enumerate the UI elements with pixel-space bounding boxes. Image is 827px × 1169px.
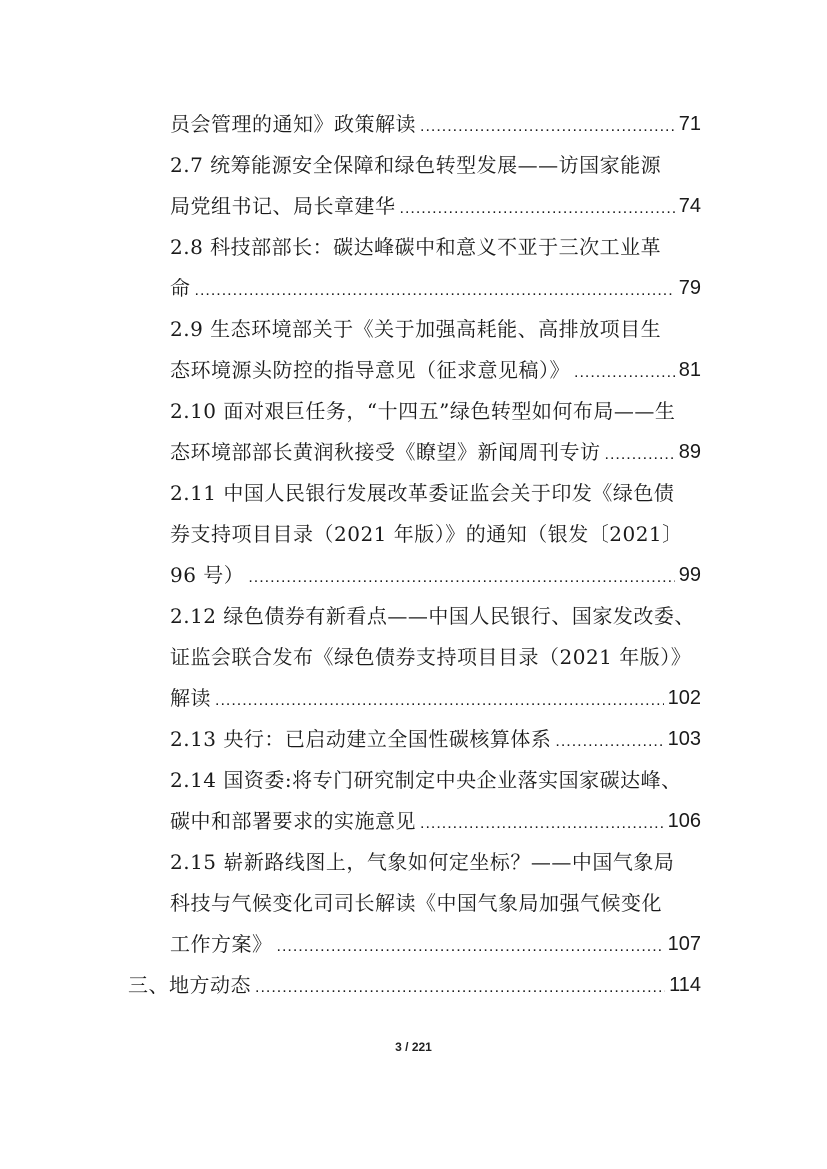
toc-page-number: 106 [667, 810, 701, 832]
toc-entry-text: 局党组书记、局长章建华 [170, 194, 396, 218]
toc-page-number: 103 [667, 728, 701, 750]
toc-entry-text: 2.10 面对艰巨任务，“十四五”绿色转型如何布局——生 [170, 399, 676, 423]
toc-leader-dots [277, 936, 664, 958]
toc-leader-dots [248, 567, 674, 589]
toc-entry-text: 2.13 央行：已启动建立全国性碳核算体系 [170, 727, 552, 751]
toc-line[interactable] [170, 671, 701, 712]
toc-entry-text: 2.11 中国人民银行发展改革委证监会关于印发《绿色债 [170, 481, 675, 505]
toc-entry-text: 券支持项目目录（2021 年版）》的通知（银发〔2021〕 [170, 522, 683, 546]
toc-page-number: 102 [667, 687, 701, 709]
toc-entry-text: 2.8 科技部部长：碳达峰碳中和意义不亚于三次工业革 [170, 235, 662, 259]
toc-leader-dots [420, 813, 664, 835]
toc-page-number: 79 [678, 277, 701, 299]
toc-page-number: 99 [678, 564, 701, 586]
toc-entry-text: 证监会联合发布《绿色债券支持项目目录（2021 年版）》 [170, 645, 692, 669]
toc-line[interactable] [170, 712, 701, 753]
toc-line[interactable] [170, 548, 701, 589]
toc-line[interactable] [170, 917, 701, 958]
toc-entry-text: 员会管理的通知》政策解读 [170, 112, 416, 136]
toc-page-number: 81 [678, 359, 701, 381]
toc-line[interactable] [170, 261, 701, 302]
toc-line[interactable] [170, 138, 701, 179]
toc-leader-dots [215, 690, 664, 712]
toc-entry-text: 2.7 统筹能源安全保障和绿色转型发展——访国家能源 [170, 153, 662, 177]
toc-leader-dots [255, 977, 665, 999]
page-footer: 3 / 221 [395, 1040, 432, 1054]
toc-line[interactable] [170, 466, 701, 507]
toc-leader-dots [574, 362, 675, 384]
toc-page-number: 71 [678, 113, 701, 135]
toc-line[interactable] [170, 876, 701, 917]
toc-line[interactable] [170, 835, 701, 876]
toc-page-number: 107 [667, 933, 701, 955]
toc-entry-text: 2.12 绿色债券有新看点——中国人民银行、国家发改委、 [170, 604, 695, 628]
toc-leader-dots [555, 731, 663, 753]
toc-line[interactable] [170, 425, 701, 466]
toc-line[interactable] [170, 97, 701, 138]
toc-entry-text: 命 [170, 276, 191, 300]
toc-line[interactable] [170, 179, 701, 220]
toc-page-number: 74 [678, 195, 701, 217]
toc-entry-text: 2.14 国资委:将专门研究制定中央企业落实国家碳达峰、 [170, 768, 682, 792]
toc-entry-text: 态环境部部长黄润秋接受《瞭望》新闻周刊专访 [170, 440, 601, 464]
toc-leader-dots [195, 280, 675, 302]
toc-entry-text: 96 号） [170, 563, 245, 587]
toc-page-number: 114 [669, 974, 701, 996]
toc-entry-text: 解读 [170, 686, 211, 710]
toc-line[interactable] [170, 507, 701, 548]
toc-entry-text: 科技与气候变化司司长解读《中国气象局加强气候变化 [170, 891, 662, 915]
toc-leader-dots [605, 444, 675, 466]
toc-entry-text: 态环境源头防控的指导意见（征求意见稿）》 [170, 358, 570, 382]
toc-leader-dots [420, 116, 675, 138]
toc-entry-text: 三、地方动态 [128, 973, 251, 997]
toc-line[interactable] [170, 384, 701, 425]
toc-line-section[interactable] [128, 958, 701, 999]
toc-entry-text: 2.9 生态环境部关于《关于加强高耗能、高排放项目生 [170, 317, 662, 341]
toc-entry-text: 碳中和部署要求的实施意见 [170, 809, 416, 833]
toc-line[interactable] [170, 220, 701, 261]
toc-leader-dots [400, 198, 675, 220]
toc-line[interactable] [170, 630, 701, 671]
toc-line[interactable] [170, 343, 701, 384]
toc-entry-text: 2.15 崭新路线图上，气象如何定坐标？——中国气象局 [170, 850, 675, 874]
toc-line[interactable] [170, 794, 701, 835]
toc-entry-text: 工作方案》 [170, 932, 273, 956]
toc-line[interactable] [170, 753, 701, 794]
toc-line[interactable] [170, 302, 701, 343]
toc-page-number: 89 [678, 441, 701, 463]
toc-line[interactable] [170, 589, 701, 630]
